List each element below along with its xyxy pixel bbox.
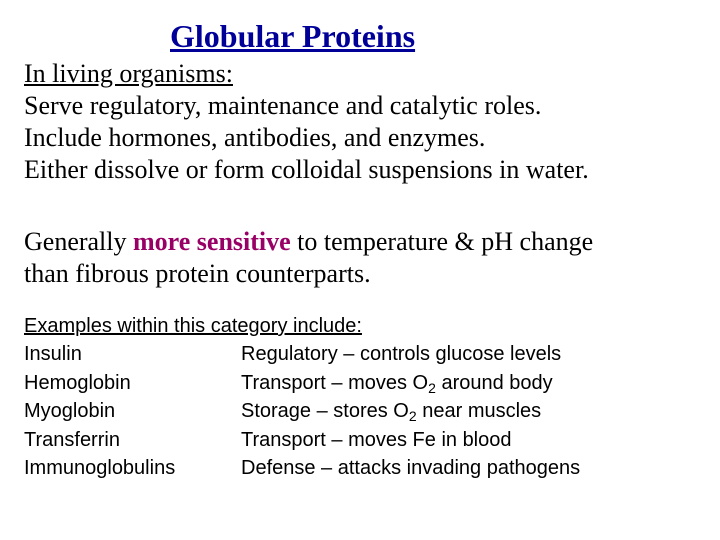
example-name: Transferrin <box>24 428 120 451</box>
example-row <box>24 454 581 483</box>
intro-line: Serve regulatory, maintenance and catalytic roles. <box>24 91 542 120</box>
example-role-text: Transport – moves O <box>241 371 429 394</box>
example-row <box>24 426 512 455</box>
example-name: Immunoglobulins <box>24 457 176 479</box>
example-role-text: Storage – stores O <box>241 400 409 422</box>
slide-title: Globular Proteins <box>170 18 416 54</box>
example-name: Myoglobin <box>24 400 116 422</box>
sensitivity-post: to temperature & pH change <box>290 227 594 256</box>
example-name: Hemoglobin <box>24 371 131 394</box>
example-role: Transport – moves Fe in blood <box>241 428 512 451</box>
intro-line: Either dissolve or form colloidal suspensions in water. <box>24 155 589 184</box>
examples-list <box>24 312 581 483</box>
example-row <box>24 340 562 369</box>
intro-block <box>24 58 589 186</box>
example-role-text: near muscles <box>416 400 542 422</box>
examples-heading: Examples within this category include: <box>24 315 362 337</box>
sensitivity-line-2: than fibrous protein counterparts. <box>24 259 371 288</box>
sensitivity-block <box>24 226 593 290</box>
example-row <box>24 369 553 398</box>
example-role: Defense – attacks invading pathogens <box>241 457 581 479</box>
subscript: 2 <box>428 379 436 396</box>
example-name: Insulin <box>24 343 82 365</box>
intro-heading: In living organisms: <box>24 59 233 88</box>
sensitivity-pre: Generally <box>24 227 134 256</box>
sensitivity-emphasis: more sensitive <box>133 227 291 256</box>
example-role-text: around body <box>435 371 553 394</box>
sensitivity-line <box>24 226 593 258</box>
example-role: Regulatory – controls glucose levels <box>241 343 562 365</box>
example-role <box>241 397 541 426</box>
example-role <box>241 369 553 398</box>
subscript: 2 <box>408 408 417 424</box>
intro-line: Include hormones, antibodies, and enzymes. <box>24 123 486 152</box>
example-row <box>24 397 542 426</box>
